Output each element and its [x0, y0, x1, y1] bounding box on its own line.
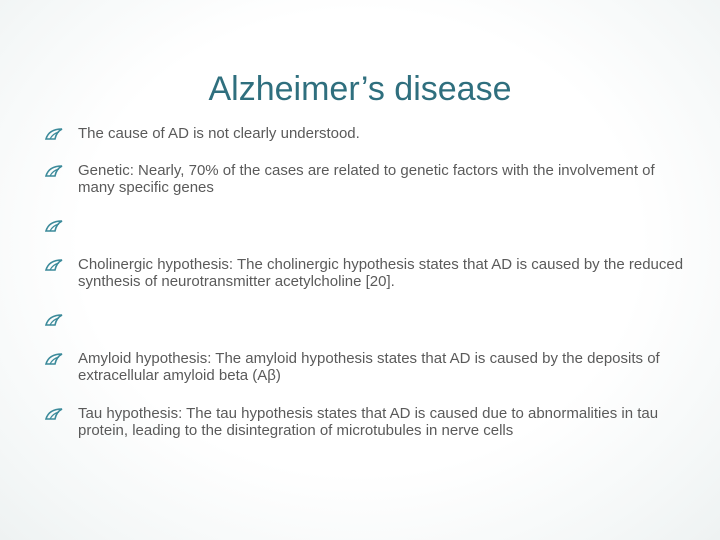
bullet-item: [44, 257, 684, 290]
bullet-item: [44, 312, 684, 329]
sprout-icon: [44, 407, 64, 421]
sprout-icon: [44, 352, 64, 366]
slide-title: Alzheimer’s disease: [208, 70, 512, 108]
bullet-item: [44, 218, 684, 235]
sprout-icon: [44, 313, 64, 327]
sprout-icon: [44, 219, 64, 233]
bullet-list: [44, 126, 684, 439]
bullet-item: [44, 406, 684, 439]
bullet-text: The cause of AD is not clearly understood.: [78, 125, 360, 142]
bullet-text: Amyloid hypothesis: The amyloid hypothesis states that AD is caused by the deposits of extracellular amyloid beta (Aβ): [78, 350, 660, 384]
bullet-item: [44, 126, 684, 143]
bullet-item: [44, 351, 684, 384]
sprout-icon: [44, 164, 64, 178]
bullet-item: [44, 163, 684, 196]
bullet-text: Cholinergic hypothesis: The cholinergic hypothesis states that AD is caused by the reduced synthesis of neurotransmitter acetylcholine [20].: [78, 256, 684, 290]
sprout-icon: [44, 258, 64, 272]
sprout-icon: [44, 127, 64, 141]
bullet-text: Genetic: Nearly, 70% of the cases are related to genetic factors with the involvement of many specific genes: [78, 162, 655, 196]
bullet-text: Tau hypothesis: The tau hypothesis states that AD is caused due to abnormalities in tau protein, leading to the disintegration of microtubules in nerve cells: [78, 405, 659, 439]
